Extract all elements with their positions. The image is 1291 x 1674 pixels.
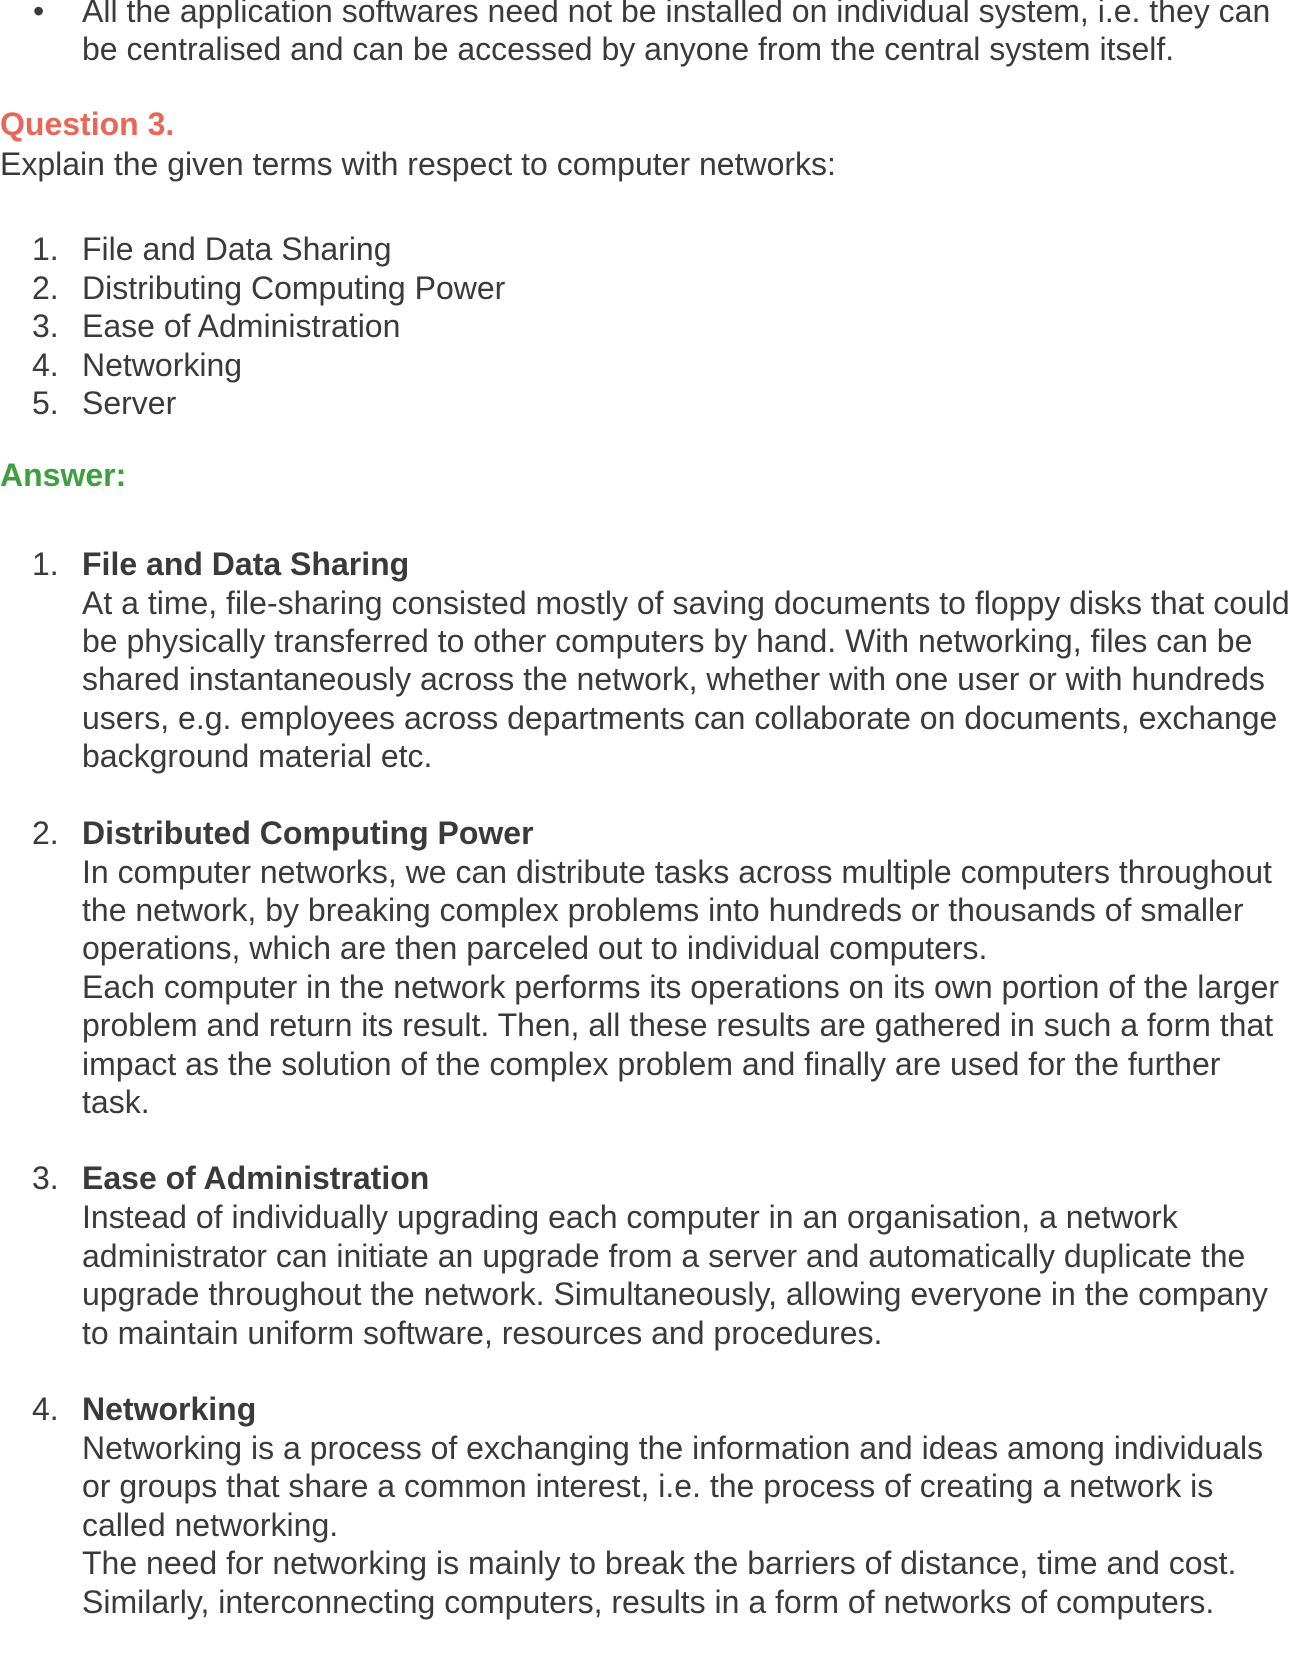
list-item xyxy=(0,384,1291,423)
question-heading: Question 3. xyxy=(0,106,175,142)
answer-title: Distributed Computing Power xyxy=(82,814,534,851)
question-term-list xyxy=(0,230,1291,423)
term-label: File and Data Sharing xyxy=(82,231,392,267)
list-item xyxy=(0,346,1291,385)
answer-paragraph: Each computer in the network performs its operations on its own portion of the larger problem and return its result. Then, all these results are gathered in such a form that impact as the solution of the complex problem and finally are used for the further task. xyxy=(82,968,1280,1120)
term-label: Distributing Computing Power xyxy=(82,269,506,306)
answer-item-distributed-computing xyxy=(0,814,1291,1122)
intro-bullet-text: All the application softwares need not be installed on individual system, i.e. they can be centralised and can be accessed by anyone from the central system itself. xyxy=(82,0,1271,67)
answer-item-networking xyxy=(0,1390,1291,1621)
term-label: Ease of Administration xyxy=(82,308,401,344)
question-prompt: Explain the given terms with respect to computer networks: xyxy=(0,146,836,182)
term-label: Server xyxy=(82,385,177,421)
answer-paragraph: At a time, file-sharing consisted mostly of saving documents to floppy disks that could be physically transferred to other computers by hand. With networking, files can be shared instantaneously across the network, whether with one user or with hundreds users, e.g. employees across departments can collaborate on documents, exchange background material etc. xyxy=(82,584,1290,775)
bullet-marker: • xyxy=(33,0,45,29)
answer-paragraph: Instead of individually upgrading each computer in an organisation, a network administrator can initiate an upgrade from a server and automatically duplicate the upgrade throughout the network. Simultaneously, allowing everyone in the company to maintain uniform software, resources and procedures. xyxy=(82,1199,1268,1351)
term-label: Networking xyxy=(82,346,243,383)
answer-item-ease-of-administration xyxy=(0,1159,1291,1352)
answer-paragraph: Networking is a process of exchanging the information and ideas among individuals or groups that share a common interest, i.e. the process of creating a network is called networking. xyxy=(82,1430,1264,1543)
list-number: 4. xyxy=(32,1391,59,1427)
answer-title: Networking xyxy=(82,1391,257,1427)
list-item xyxy=(0,230,1291,269)
answer-paragraph: The need for networking is mainly to break the barriers of distance, time and cost. Similarly, interconnecting computers, results in a form of networks of computers. xyxy=(82,1545,1237,1620)
list-number: 4. xyxy=(32,346,59,383)
list-number: 2. xyxy=(32,269,59,306)
list-number: 1. xyxy=(32,545,59,582)
list-number: 1. xyxy=(32,231,59,267)
answer-item-file-sharing xyxy=(0,545,1291,776)
list-number: 3. xyxy=(32,308,59,344)
list-number: 3. xyxy=(32,1160,59,1197)
list-item xyxy=(0,269,1291,308)
answer-heading: Answer: xyxy=(0,456,127,493)
list-number: 5. xyxy=(32,385,59,421)
answer-list xyxy=(0,545,1291,1622)
answer-title: Ease of Administration xyxy=(82,1160,430,1197)
list-item xyxy=(0,307,1291,346)
answer-title: File and Data Sharing xyxy=(82,545,410,582)
answer-paragraph: In computer networks, we can distribute tasks across multiple computers throughout the network, by breaking complex problems into hundreds or thousands of smaller operations, which are then parceled out to individual computers. xyxy=(82,853,1272,967)
intro-bullet xyxy=(0,0,1282,68)
list-number: 2. xyxy=(32,814,59,851)
